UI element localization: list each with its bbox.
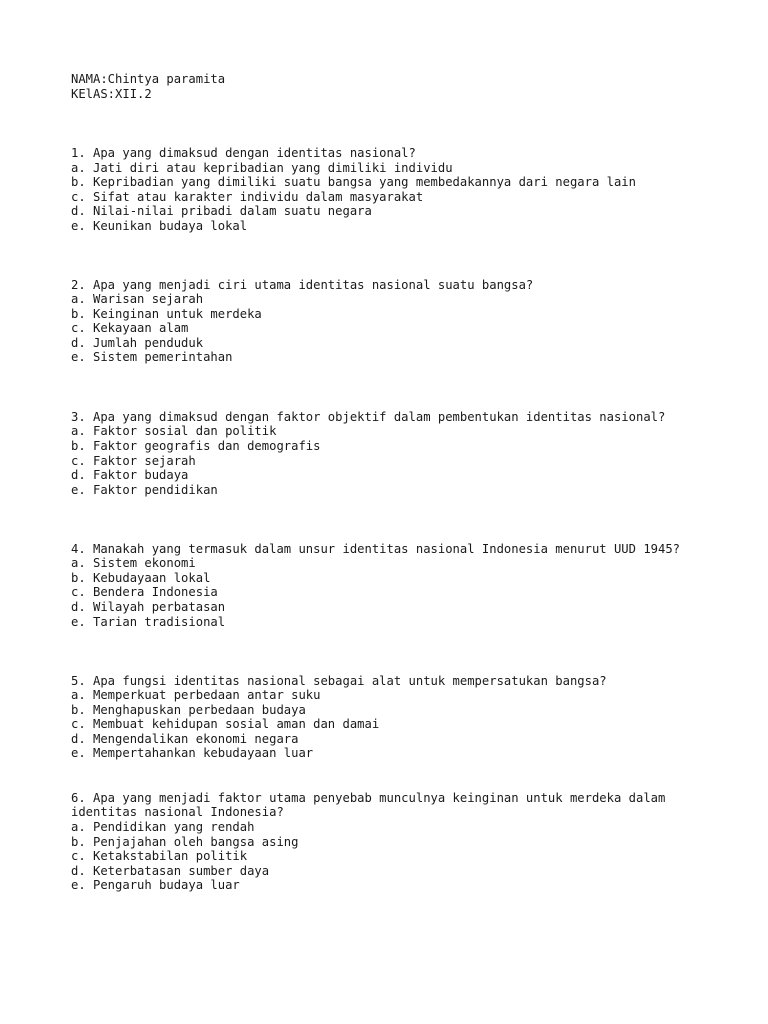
answer-option: e. Keunikan budaya lokal	[71, 219, 248, 233]
answer-option: c. Faktor sejarah	[71, 454, 196, 468]
question-stem: 3. Apa yang dimaksud dengan faktor objektif dalam pembentukan identitas nasional?	[71, 410, 666, 424]
answer-option: a. Warisan sejarah	[71, 292, 204, 306]
answer-option: a. Jati diri atau kepribadian yang dimiliki individu	[71, 161, 453, 175]
answer-option: c. Kekayaan alam	[71, 321, 189, 335]
answer-option: d. Mengendalikan ekonomi negara	[71, 732, 299, 746]
answer-option: a. Faktor sosial dan politik	[71, 424, 277, 438]
answer-option: e. Sistem pemerintahan	[71, 350, 233, 364]
answer-option: e. Mempertahankan kebudayaan luar	[71, 746, 314, 760]
answer-option: b. Keinginan untuk merdeka	[71, 307, 262, 321]
question-stem-continuation: identitas nasional Indonesia?	[71, 805, 284, 819]
answer-option: b. Kepribadian yang dimiliki suatu bangsa yang membedakannya dari negara lain	[71, 175, 636, 189]
answer-option: c. Ketakstabilan politik	[71, 849, 248, 863]
answer-option: a. Pendidikan yang rendah	[71, 820, 255, 834]
answer-option: d. Keterbatasan sumber daya	[71, 864, 270, 878]
answer-option: a. Sistem ekonomi	[71, 556, 196, 570]
question-stem: 6. Apa yang menjadi faktor utama penyebab munculnya keinginan untuk merdeka dalam	[71, 791, 666, 805]
answer-option: c. Membuat kehidupan sosial aman dan damai	[71, 717, 380, 731]
question-stem: 1. Apa yang dimaksud dengan identitas nasional?	[71, 146, 416, 160]
answer-option: c. Sifat atau karakter individu dalam masyarakat	[71, 190, 424, 204]
student-class-line: KElAS:XII.2	[71, 87, 152, 101]
answer-option: d. Faktor budaya	[71, 468, 189, 482]
answer-option: d. Jumlah penduduk	[71, 336, 204, 350]
question-stem: 2. Apa yang menjadi ciri utama identitas nasional suatu bangsa?	[71, 278, 534, 292]
answer-option: e. Faktor pendidikan	[71, 483, 218, 497]
answer-option: d. Nilai-nilai pribadi dalam suatu negara	[71, 204, 372, 218]
answer-option: e. Tarian tradisional	[71, 615, 226, 629]
answer-option: c. Bendera Indonesia	[71, 585, 218, 599]
answer-option: b. Penjajahan oleh bangsa asing	[71, 835, 299, 849]
question-stem: 4. Manakah yang termasuk dalam unsur identitas nasional Indonesia menurut UUD 1945?	[71, 542, 681, 556]
answer-option: b. Faktor geografis dan demografis	[71, 439, 321, 453]
answer-option: b. Kebudayaan lokal	[71, 571, 211, 585]
answer-option: b. Menghapuskan perbedaan budaya	[71, 703, 306, 717]
answer-option: e. Pengaruh budaya luar	[71, 878, 240, 892]
question-stem: 5. Apa fungsi identitas nasional sebagai alat untuk mempersatukan bangsa?	[71, 674, 607, 688]
answer-option: d. Wilayah perbatasan	[71, 600, 226, 614]
answer-option: a. Memperkuat perbedaan antar suku	[71, 688, 321, 702]
student-name-line: NAMA:Chintya paramita	[71, 72, 226, 86]
